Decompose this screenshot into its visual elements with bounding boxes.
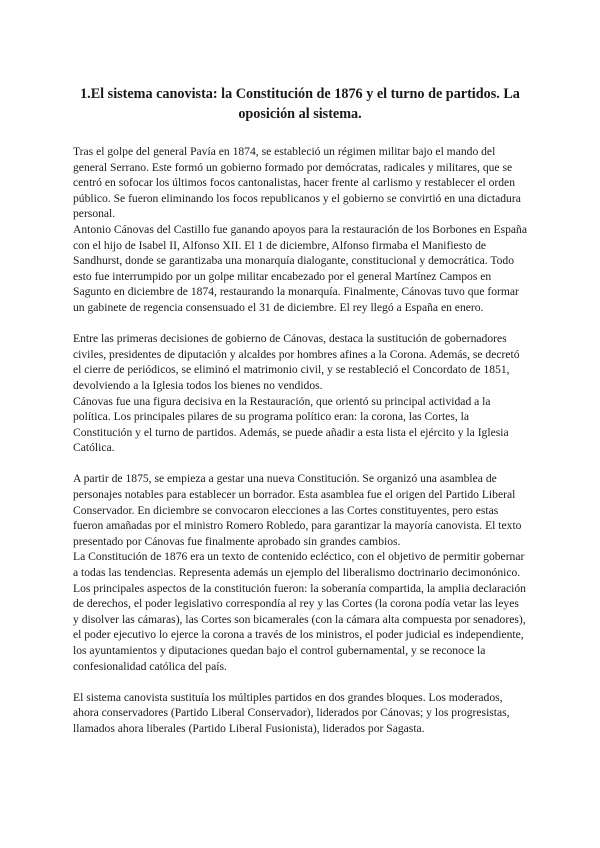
paragraph-pavia-coup: Tras el golpe del general Pavía en 1874, se estableció un régimen militar bajo el mando del general Serrano. Este formó un gobierno formado por demócratas, radicales y militares, que se centró en sofocar los últimos focos cantonalistas, hacer frente al carlismo y restablecer el orden público. Se fueron eliminando los focos republicanos y el gobierno se convirtió en una dictadura personal.	[73, 145, 521, 221]
paragraph-new-constitution: A partir de 1875, se empieza a gestar una nueva Constitución. Se organizó una asamblea de personajes notables para establecer un borrador. Esta asamblea fue el origen del Partido Liberal Conservador. En diciembre se convocaron elecciones a las Cortes constituyentes, pero estas fueron amañadas por el ministro Romero Robledo, para garantizar la mayoría canovista. El texto presentado por Cánovas fue finalmente aprobado sin grandes cambios.	[73, 472, 522, 548]
paragraph-canovas-restoration: Antonio Cánovas del Castillo fue ganando apoyos para la restauración de los Borbones en España con el hijo de Isabel II, Alfonso XII. El 1 de diciembre, Alfonso firmaba el Manifiesto de Sandhurst, donde se garantizaba una monarquía dialogante, constitucional y democrática. Todo esto fue interrumpido por un golpe militar encabezado por el general Martínez Campos en Sagunto en diciembre de 1874, restaurando la monarquía. Finalmente, Cánovas tuvo que formar un gabinete de regencia consensuado el 31 de diciembre. El rey llegó a España en enero.	[73, 222, 527, 314]
paragraph-gap	[73, 456, 527, 472]
paragraph-gap	[73, 316, 527, 332]
paragraph-constitution-1876: La Constitución de 1876 era un texto de contenido ecléctico, con el objetivo de permitir gobernar a todas las tendencias. Representa además un ejemplo del liberalismo doctrinario decimonónico. Los principales aspectos de la constitución fueron: la soberanía compartida, la amplia declaración de derechos, el poder legislativo correspondía al rey y las Cortes (la corona podía vetar las leyes y disolver las cámaras), las Cortes son bicamerales (con la cámara alta compuesta por senadores), el poder ejecutivo lo ejerce la corona a través de los ministros, el poder judicial es independiente, los ayuntamientos y diputaciones quedan bajo el control gubernamental, y se reconoce la confesionalidad católica del país.	[73, 550, 526, 673]
paragraph-party-system: El sistema canovista sustituía los múltiples partidos en dos grandes bloques. Los moderados, ahora conservadores (Partido Liberal Conservador), liderados por Cánovas; y los progresistas, llamados ahora liberales (Partido Liberal Fusionista), liderados por Sagasta.	[73, 690, 510, 735]
paragraph-canovas-pillars: Cánovas fue una figura decisiva en la Restauración, que orientó su principal actividad a la política. Los principales pilares de su programa político eran: la corona, las Cortes, la Constitución y el turno de partidos. Además, se puede añadir a esta lista el ejército y la Iglesia Católica.	[73, 394, 509, 455]
document-title: 1.El sistema canovista: la Constitución de 1876 y el turno de partidos. La oposición al sistema.	[80, 86, 520, 122]
paragraph-first-decisions: Entre las primeras decisiones de gobierno de Cánovas, destaca la sustitución de gobernadores civiles, presidentes de diputación y alcaldes por hombres afines a la Corona. Además, se decretó el cierre de periódicos, se eliminó el matrimonio civil, y se restableció el Concordato de 1851, devolviendo a la Iglesia todos los bienes no vendidos.	[73, 332, 520, 392]
document-page	[73, 84, 527, 737]
paragraph-gap	[73, 674, 527, 690]
